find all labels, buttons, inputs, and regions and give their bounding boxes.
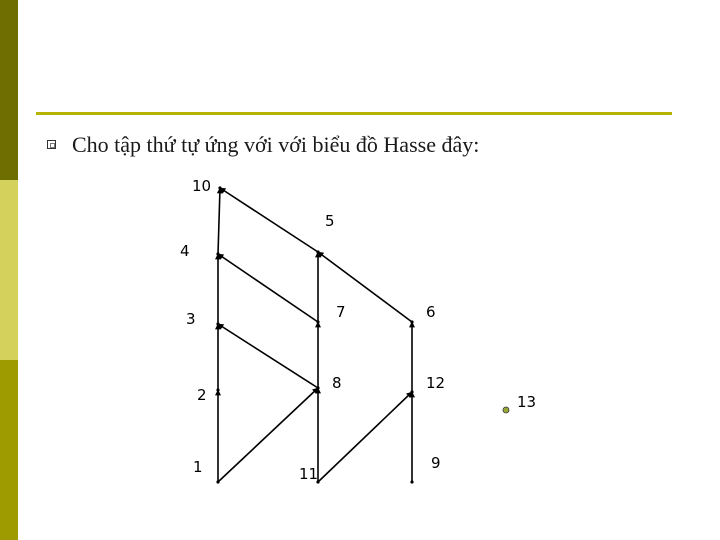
- node-dot-2: [216, 388, 219, 391]
- node-dot-13: [503, 407, 509, 413]
- edge-4-to-10: [218, 188, 220, 254]
- node-dot-8: [316, 386, 319, 389]
- edge-11-to-12: [318, 392, 412, 482]
- node-label-1: 1: [193, 458, 203, 476]
- edge-7-to-4: [218, 254, 318, 322]
- edge-8-to-3: [218, 324, 318, 388]
- node-dot-5: [316, 250, 319, 253]
- node-label-3: 3: [186, 310, 196, 328]
- node-label-9: 9: [431, 454, 441, 472]
- node-label-7: 7: [336, 303, 346, 321]
- node-dot-6: [410, 320, 413, 323]
- node-dot-9: [410, 480, 413, 483]
- node-label-2: 2: [197, 386, 207, 404]
- node-label-11: 11: [299, 465, 319, 483]
- node-dot-4: [216, 252, 219, 255]
- edge-5-to-10: [220, 188, 318, 252]
- node-label-4: 4: [180, 242, 190, 260]
- node-label-6: 6: [426, 303, 436, 321]
- node-dot-7: [316, 320, 319, 323]
- node-dot-10: [218, 186, 221, 189]
- node-label-5: 5: [325, 212, 335, 230]
- node-label-10: 10: [192, 177, 212, 195]
- node-labels-layer: [180, 177, 536, 483]
- edge-6-to-5: [318, 252, 412, 322]
- node-label-8: 8: [332, 374, 342, 392]
- node-dot-12: [410, 390, 413, 393]
- node-dot-3: [216, 322, 219, 325]
- node-label-12: 12: [426, 374, 446, 392]
- edges-layer: [218, 188, 412, 482]
- node-label-13: 13: [517, 393, 537, 411]
- node-dot-1: [216, 480, 219, 483]
- slide-heading: Cho tập thứ tự ứng với với biểu đồ Hasse đây:: [72, 132, 480, 157]
